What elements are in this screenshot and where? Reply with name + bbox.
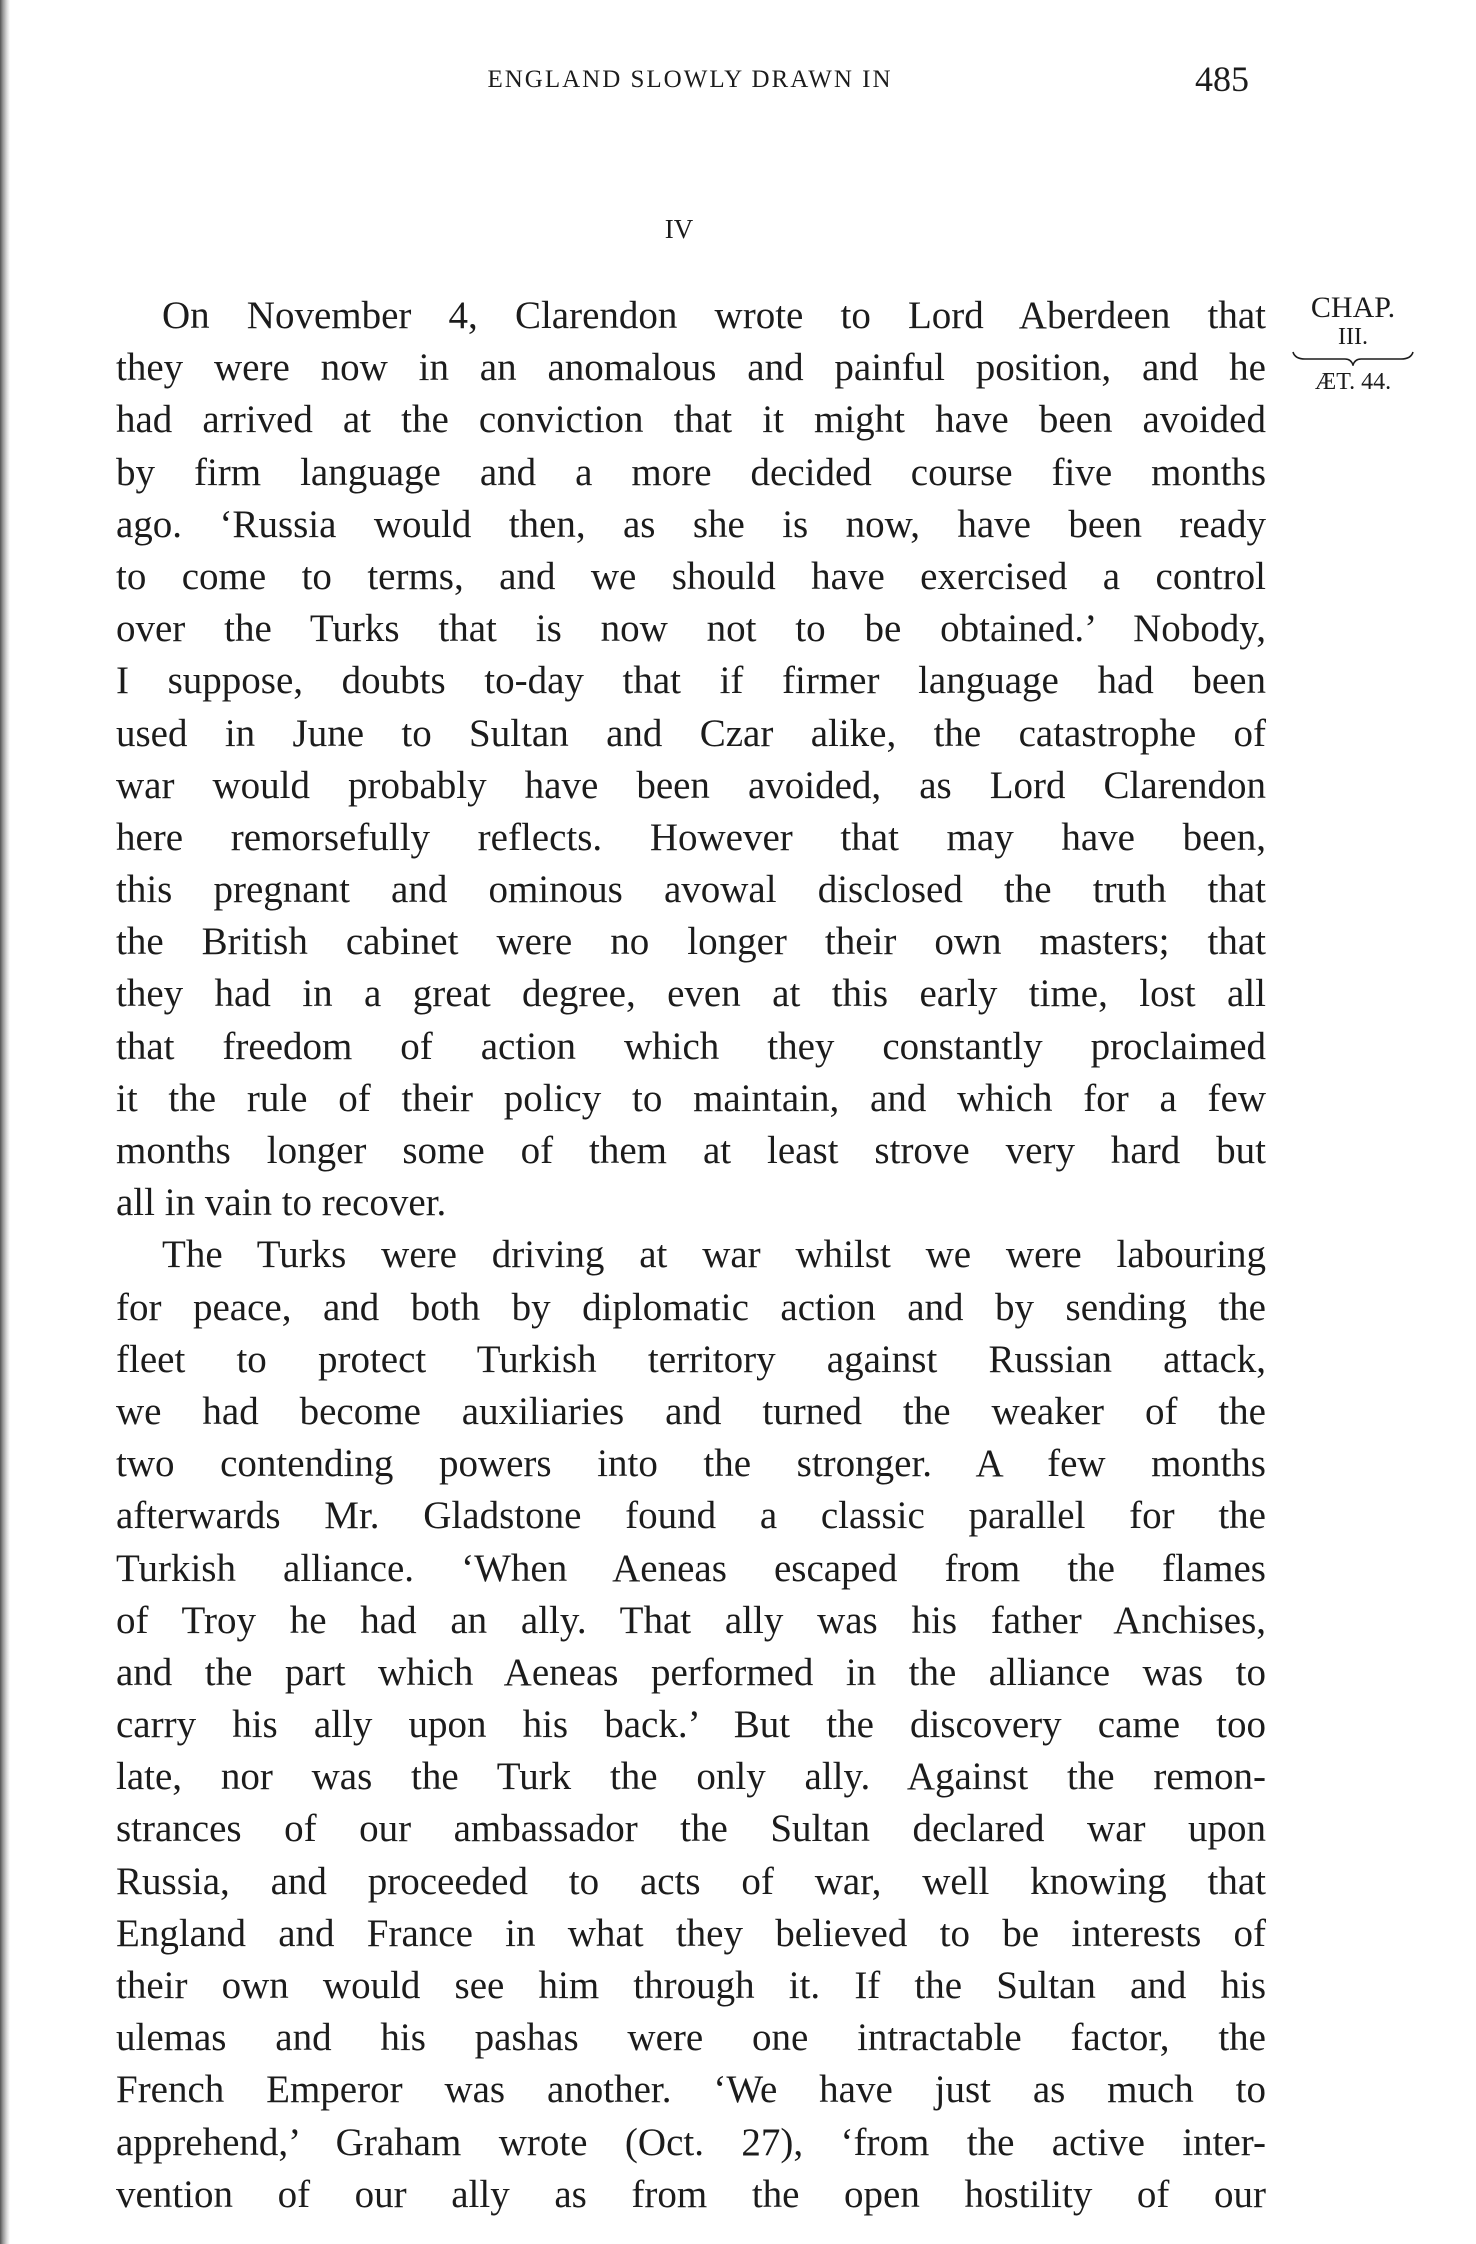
text-line: the British cabinet were no longer their own masters; that bbox=[116, 920, 1266, 964]
text-line: they were now in an anomalous and painful position, and he bbox=[116, 346, 1266, 390]
text-line: here remorsefully reflects. However that may have been, bbox=[116, 815, 1266, 859]
text-line: we had become auxiliaries and turned the weaker of the bbox=[116, 1389, 1266, 1433]
running-head: ENGLAND SLOWLY DRAWN IN bbox=[487, 66, 893, 93]
text-line: for peace, and both by diplomatic action and by sending the bbox=[116, 1285, 1266, 1329]
paragraph bbox=[116, 1229, 1266, 2221]
text-line: they had in a great degree, even at this early time, lost all bbox=[116, 972, 1266, 1016]
text-line: strances of our ambassador the Sultan declared war upon bbox=[116, 1807, 1266, 1851]
paragraph bbox=[116, 290, 1266, 1229]
text-line: and the part which Aeneas performed in the alliance was to bbox=[116, 1650, 1266, 1694]
text-line: all in vain to recover. bbox=[116, 1181, 447, 1225]
brace-icon bbox=[1291, 350, 1415, 366]
section-number: IV bbox=[664, 214, 694, 244]
text-line: used in June to Sultan and Czar alike, the catastrophe of bbox=[116, 711, 1266, 755]
text-line: war would probably have been avoided, as Lord Clarendon bbox=[116, 763, 1266, 807]
margin-chapter-number: III. bbox=[1338, 324, 1368, 350]
text-line: two contending powers into the stronger. A few months bbox=[116, 1442, 1266, 1486]
text-line: French Emperor was another. ‘We have just as much to bbox=[116, 2068, 1266, 2112]
text-line: that freedom of action which they constantly proclaimed bbox=[116, 1024, 1266, 1068]
text-line: ulemas and his pashas were one intractable factor, the bbox=[116, 2016, 1266, 2060]
text-line: of Troy he had an ally. That ally was his father Anchises, bbox=[116, 1598, 1266, 1642]
scan-left-edge bbox=[0, 0, 10, 2244]
margin-chapter-label: CHAP. bbox=[1310, 291, 1396, 324]
text-line: it the rule of their policy to maintain, and which for a few bbox=[116, 1076, 1266, 1120]
margin-age: ÆT. 44. bbox=[1314, 369, 1392, 395]
text-line: their own would see him through it. If the Sultan and his bbox=[116, 1964, 1266, 2007]
page-number: 485 bbox=[1195, 59, 1249, 99]
text-line: apprehend,’ Graham wrote (Oct. 27), ‘from the active inter- bbox=[116, 2120, 1266, 2164]
text-line: carry his ally upon his back.’ But the discovery came too bbox=[116, 1703, 1266, 1747]
text-line: Turkish alliance. ‘When Aeneas escaped from the flames bbox=[116, 1546, 1266, 1590]
body-text bbox=[116, 290, 1266, 2221]
text-line: The Turks were driving at war whilst we were labouring bbox=[162, 1233, 1266, 1277]
text-line: Russia, and proceeded to acts of war, well knowing that bbox=[116, 1859, 1266, 1903]
text-line: fleet to protect Turkish territory against Russian attack, bbox=[116, 1337, 1266, 1381]
text-line: to come to terms, and we should have exercised a control bbox=[116, 554, 1266, 598]
text-line: On November 4, Clarendon wrote to Lord Aberdeen that bbox=[162, 294, 1266, 337]
text-line: had arrived at the conviction that it might have been avoided bbox=[116, 398, 1266, 442]
text-line: months longer some of them at least strove very hard but bbox=[116, 1129, 1266, 1172]
text-line: vention of our ally as from the open hostility of our bbox=[116, 2172, 1266, 2216]
text-line: late, nor was the Turk the only ally. Against the remon- bbox=[116, 1755, 1266, 1799]
text-line: England and France in what they believed to be interests of bbox=[116, 1911, 1266, 1955]
text-line: by firm language and a more decided course five months bbox=[116, 450, 1266, 494]
text-line: afterwards Mr. Gladstone found a classic parallel for the bbox=[116, 1494, 1266, 1538]
margin-note bbox=[1288, 292, 1418, 396]
text-line: over the Turks that is now not to be obtained.’ Nobody, bbox=[116, 607, 1266, 651]
text-line: ago. ‘Russia would then, as she is now, have been ready bbox=[116, 502, 1266, 546]
text-line: I suppose, doubts to-day that if firmer language had been bbox=[116, 659, 1266, 703]
text-line: this pregnant and ominous avowal disclosed the truth that bbox=[116, 868, 1266, 912]
